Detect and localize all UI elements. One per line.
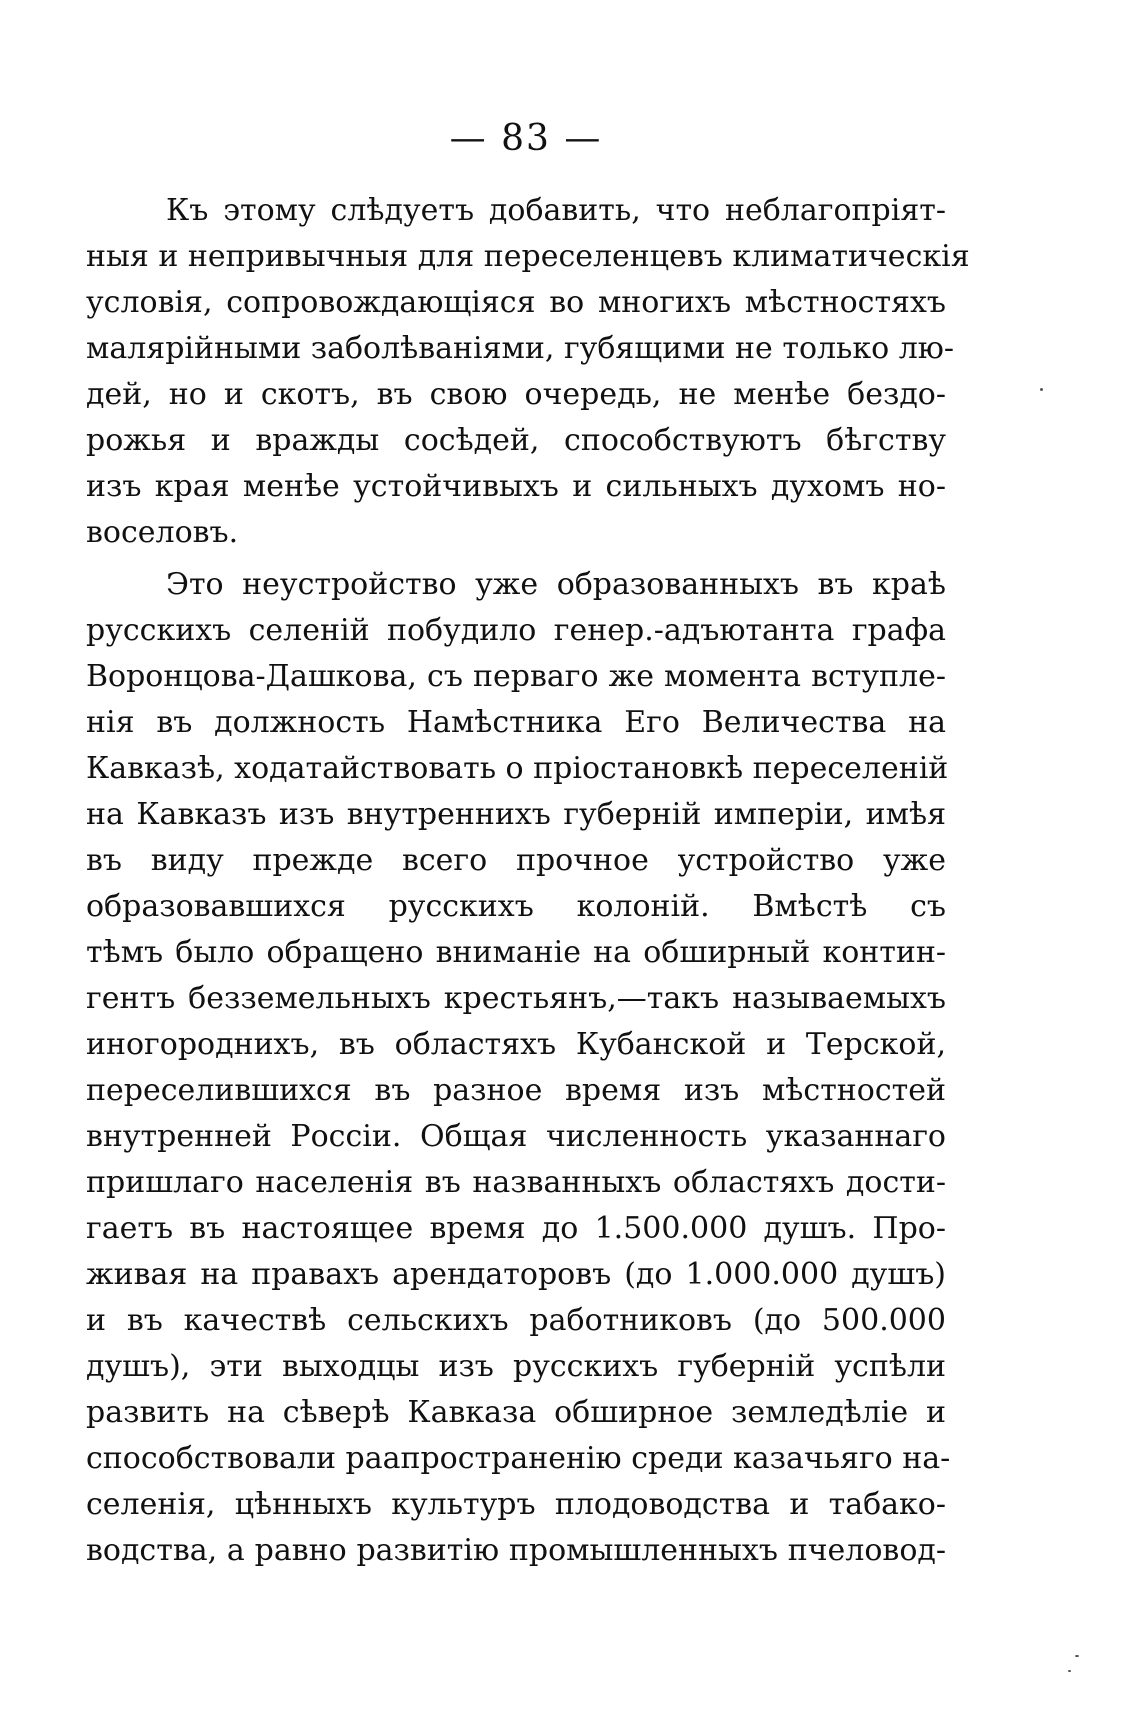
text-line: нія въ должность Намѣстника Его Величества на [86,705,946,740]
text-line: переселившихся въ разное время изъ мѣстностей [86,1073,946,1108]
text-line: рожья и вражды сосѣдей, способствуютъ бѣгству [86,423,946,458]
scan-speck [1040,388,1043,391]
text-line: образовавшихся русскихъ колоній. Вмѣстѣ съ [86,889,946,924]
text-line: и въ качествѣ сельскихъ работниковъ (до 500.000 [86,1303,946,1338]
text-line: Воронцова-Дашкова, съ перваго же момента вступле- [86,659,946,694]
text-line: способствовали раапространенію среди казачьяго на- [86,1441,951,1476]
text-line: душъ), эти выходцы изъ русскихъ губерній успѣли [86,1349,946,1384]
text-line: Къ этому слѣдуетъ добавить, что неблагопріят- [166,193,946,228]
text-line: развить на сѣверѣ Кавказа обширное земледѣліе и [86,1395,946,1430]
text-line: Кавказѣ, ходатайствовать о пріостановкѣ переселеній [86,751,949,786]
text-line: ныя и непривычныя для переселенцевъ климатическія [86,239,970,274]
text-line: тѣмъ было обращено вниманіе на обширный контин- [86,935,946,970]
text-line: гентъ безземельныхъ крестьянъ,—такъ называемыхъ [86,981,946,1016]
text-line: водства, а равно развитію промышленныхъ пчеловод- [86,1533,946,1568]
text-line: Это неустройство уже образованныхъ въ краѣ [166,567,946,602]
scan-speck [1075,1655,1079,1657]
text-line: воселовъ. [86,515,239,550]
scan-speck [1068,1670,1071,1672]
text-line: живая на правахъ арендаторовъ (до 1.000.000 душъ) [86,1257,946,1292]
paragraph-2 [86,562,951,1574]
text-line: русскихъ селеній побудило генер.-адъютанта графа [86,613,946,648]
text-line: гаетъ въ настоящее время до 1.500.000 душъ. Про- [86,1211,946,1246]
text-line: на Кавказъ изъ внутреннихъ губерній имперіи, имѣя [86,797,946,832]
paragraph-1 [86,188,970,556]
text-line: пришлаго населенія въ названныхъ областяхъ дости- [86,1165,946,1200]
text-line: изъ края менѣе устойчивыхъ и сильныхъ духомъ но- [86,469,946,504]
text-line: малярійными заболѣваніями, губящими не только лю- [86,331,955,366]
text-line: селенія, цѣнныхъ культуръ плодоводства и табако- [86,1487,946,1522]
text-line: иногороднихъ, въ областяхъ Кубанской и Терской, [86,1027,946,1062]
text-line: внутренней Россіи. Общая численность указаннаго [86,1119,946,1154]
text-line: условія, сопровождающіяся во многихъ мѣстностяхъ [86,285,946,320]
body-text [86,188,970,1574]
text-line: дей, но и скотъ, въ свою очередь, не менѣе бездо- [86,377,946,412]
text-line: въ виду прежде всего прочное устройство уже [86,843,946,878]
page-number: — 83 — [449,118,603,159]
